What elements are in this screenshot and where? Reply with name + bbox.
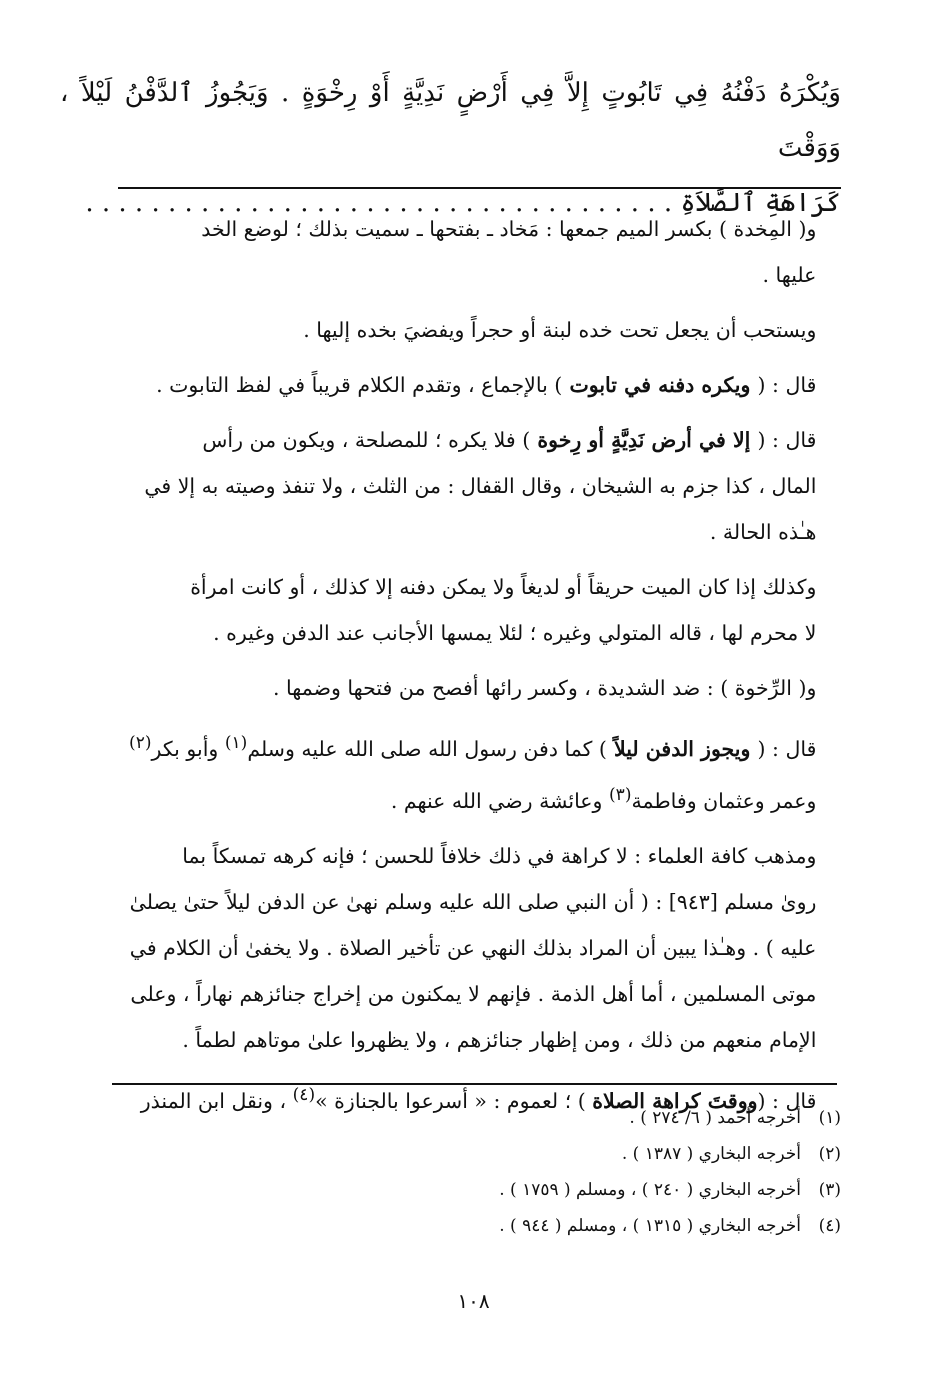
footnote-1: (١)أخرجه أحمد ( ٦/ ٢٧٤ ) .: [629, 1108, 841, 1128]
footnote-divider: [112, 1083, 837, 1085]
page-number: ١٠٨: [457, 1289, 490, 1313]
footnote-2: (٢)أخرجه البخاري ( ١٣٨٧ ) .: [621, 1144, 841, 1164]
footnote-ref-3[interactable]: (٣): [608, 784, 632, 805]
commentary: [60, 206, 841, 1132]
quoted-matn: ويجوز الدفن ليلاً: [606, 736, 758, 761]
footnote-3: (٣)أخرجه البخاري ( ٢٤٠ ) ، ومسلم ( ١٧٥٩ ) .: [499, 1180, 841, 1200]
footnote-4: (٤)أخرجه البخاري ( ١٣١٥ ) ، ومسلم ( ٩٤٤ ) .: [499, 1216, 841, 1236]
footnote-ref-2[interactable]: (٢): [129, 733, 152, 753]
paragraph-3: قال : ( ويكره دفنه في تابوت ) بالإجماع ، وتقدم الكلام قريباً في لفظ التابوت .: [156, 373, 817, 397]
paragraph-1: و( المِخدة ) بكسر الميم جمعها : مَخاد ـ بفتحها ـ سميت بذلك ؛ لوضع الخد عليها .: [201, 217, 817, 287]
footnote-ref-1[interactable]: (١): [224, 733, 248, 753]
paragraph-8: ومذهب كافة العلماء : لا كراهة في ذلك خلافاً للحسن ؛ فإنه كرهه تمسكاً بما روىٰ مسلم [٩٤٣] : ( أن النبي صلى الله عليه وسلم نهىٰ عن الدفن ليلاً حتىٰ يصلىٰ عليه ) . وهـٰذا يبين أن المراد بذلك النهي عن تأخير الصلاة . ولا يخفىٰ أن الكلام في موتى المسلمين ، أما أهل الذمة . فإنهم لا يمكنون من إخراج جنائزهم نهاراً ، وعلى الإمام منعهم من ذلك ، ومن إظهار جنائزهم ، ولا يظهروا علىٰ موتاهم لطماً .: [129, 843, 817, 1052]
paragraph-5: وكذلك إذا كان الميت حريقاً أو لديغاً ولا يمكن دفنه إلا كذلك ، أو كانت امرأة لا محرم لها ، قاله المتولي وغيره ؛ لئلا يمسها الأجانب عند الدفن وغيره .: [190, 575, 817, 645]
footnote-ref-4[interactable]: (٤): [292, 1084, 316, 1105]
paragraph-6: و( الرِّخوة ) : ضد الشديدة ، وكسر رائها أفصح من فتحها وضمها .: [273, 676, 817, 700]
matn-line-1: وَيُكْرَهُ دَفْنُهُ فِي تَابُوتٍ إِلاَّ فِي أَرْضٍ نَدِيَّةٍ أَوْ رِخْوَةٍ . وَيَجُوزُ ٱلدَّفْنُ لَيْلاً ، وَوَقْتَ: [60, 78, 841, 163]
footnotes: [60, 1100, 841, 1244]
paragraph-2: ويستحب أن يجعل تحت خده لبنة أو حجراً ويفضيَ بخده إليها .: [303, 318, 817, 342]
paragraph-7: قال : ( ويجوز الدفن ليلاً ) كما دفن رسول الله صلى الله عليه وسلم$^{(١)}$ وأبو بكر$^{(٢)}$ وعمر وعثمان وفاطمة$^{(٣)}$ وعائشة رضي الله عنهم .: [129, 733, 817, 813]
matn-line-2: كَرَاهَةِ ٱلصَّلاَةِ . . . . . . . . . . . . . . . . . . . . . . . . . . . . . . . . . . . .: [85, 188, 841, 218]
quoted-matn: إلا في أرض نَدِيَّةٍ أو رِخوة: [530, 428, 758, 452]
matn-divider: [118, 187, 841, 189]
quoted-matn: ووقتَ كراهة الصلاة: [592, 1088, 758, 1113]
paragraph-4: قال : ( إلا في أرض نَدِيَّةٍ أو رِخوة ) فلا يكره ؛ للمصلحة ، ويكون من رأس المال ، كذا جزم به الشيخان ، وقال القفال : من الثلث ، ولا تنفذ وصيته به إلا في هـٰذه الحالة .: [144, 428, 817, 544]
quoted-matn: ويكره دفنه في تابوت: [562, 373, 758, 397]
paragraph-9: قال : (ووقتَ كراهة الصلاة ) ؛ لعموم : « أسرعوا بالجنازة »$^{(٤)}$ ، ونقل ابن المنذر: [140, 1084, 817, 1113]
